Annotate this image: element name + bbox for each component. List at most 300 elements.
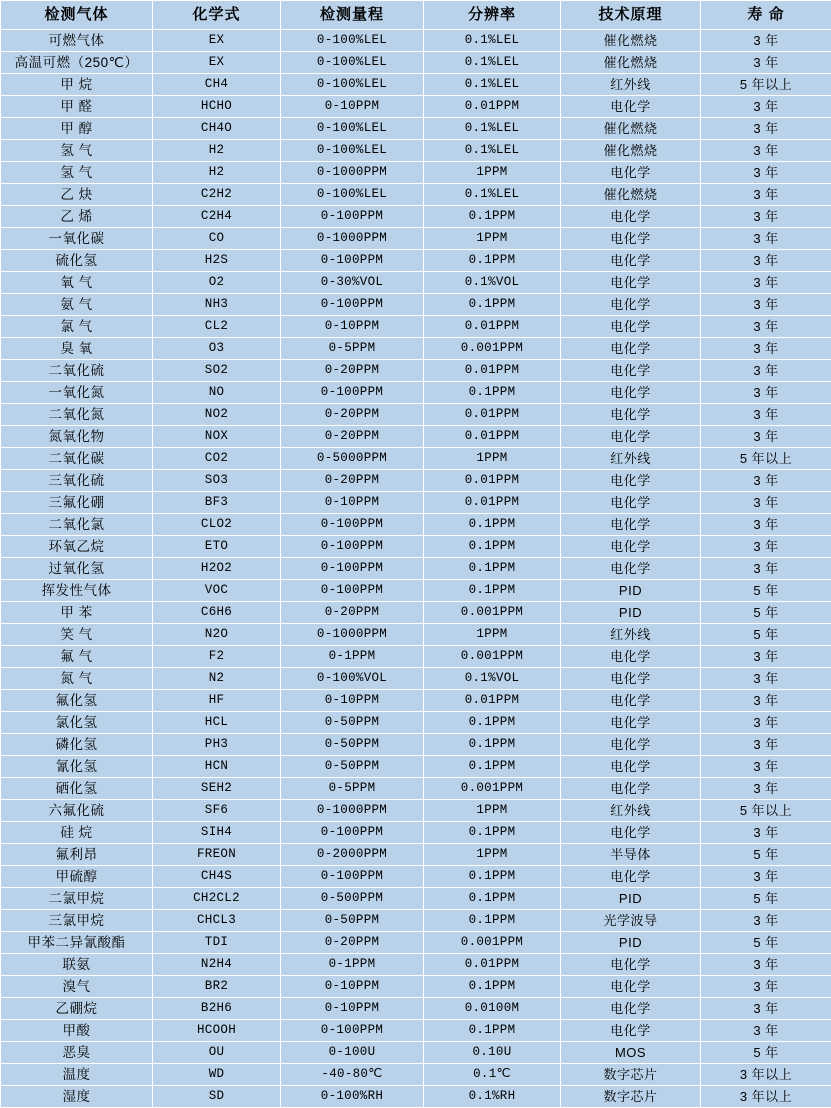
table-row [1,294,831,316]
cell-gas: 氟利昂 [1,844,153,866]
cell-lifetime: 3 年 [701,162,831,184]
column-header-gas: 检测气体 [1,1,153,30]
table-row [1,206,831,228]
cell-formula: C2H2 [153,184,281,206]
cell-gas: 笑 气 [1,624,153,646]
cell-range: 0-100%VOL [281,668,424,690]
cell-gas: 湿度 [1,1086,153,1108]
table-row [1,140,831,162]
cell-gas: 一氧化氮 [1,382,153,404]
table-row [1,800,831,822]
cell-gas: 臭 氧 [1,338,153,360]
cell-range: 0-100PPM [281,580,424,602]
table-row [1,822,831,844]
cell-resolution: 0.1PPM [424,580,561,602]
cell-formula: H2O2 [153,558,281,580]
cell-gas: 二氧化氯 [1,514,153,536]
cell-resolution: 0.1PPM [424,382,561,404]
cell-formula: CH4O [153,118,281,140]
cell-formula: O2 [153,272,281,294]
cell-formula: CL2 [153,316,281,338]
cell-range: 0-1PPM [281,646,424,668]
cell-range: 0-20PPM [281,404,424,426]
cell-range: 0-100%RH [281,1086,424,1108]
cell-lifetime: 3 年 [701,822,831,844]
cell-formula: BF3 [153,492,281,514]
cell-range: 0-100U [281,1042,424,1064]
cell-technology: 数字芯片 [561,1064,701,1086]
cell-range: 0-10PPM [281,96,424,118]
cell-formula: TDI [153,932,281,954]
cell-gas: 甲 醛 [1,96,153,118]
cell-range: 0-50PPM [281,712,424,734]
cell-lifetime: 3 年 [701,360,831,382]
cell-gas: 恶臭 [1,1042,153,1064]
table-row [1,756,831,778]
table-row [1,228,831,250]
cell-formula: CH4S [153,866,281,888]
cell-lifetime: 5 年 [701,580,831,602]
cell-formula: NOX [153,426,281,448]
cell-technology: 催化燃烧 [561,140,701,162]
cell-range: 0-100%LEL [281,52,424,74]
cell-lifetime: 3 年 [701,954,831,976]
cell-resolution: 0.1%VOL [424,668,561,690]
cell-technology: 电化学 [561,822,701,844]
cell-resolution: 1PPM [424,624,561,646]
cell-gas: 氮 气 [1,668,153,690]
cell-lifetime: 5 年 [701,932,831,954]
cell-formula: O3 [153,338,281,360]
cell-range: 0-5PPM [281,338,424,360]
cell-formula: HCOOH [153,1020,281,1042]
cell-lifetime: 3 年 [701,184,831,206]
cell-resolution: 0.1PPM [424,976,561,998]
cell-lifetime: 3 年 [701,778,831,800]
table-row [1,1020,831,1042]
cell-range: 0-100%LEL [281,184,424,206]
cell-gas: 氟化氢 [1,690,153,712]
cell-technology: 电化学 [561,294,701,316]
table-row [1,712,831,734]
cell-formula: HF [153,690,281,712]
cell-technology: MOS [561,1042,701,1064]
cell-resolution: 0.1%LEL [424,140,561,162]
cell-lifetime: 3 年 [701,250,831,272]
cell-formula: SIH4 [153,822,281,844]
cell-resolution: 0.001PPM [424,778,561,800]
cell-lifetime: 3 年 [701,30,831,52]
cell-lifetime: 3 年 [701,668,831,690]
table-row [1,272,831,294]
cell-lifetime: 3 年 [701,294,831,316]
cell-gas: 二氧化碳 [1,448,153,470]
table-row [1,52,831,74]
cell-technology: 电化学 [561,778,701,800]
cell-lifetime: 5 年以上 [701,74,831,96]
cell-range: 0-100PPM [281,382,424,404]
cell-formula: NH3 [153,294,281,316]
cell-range: 0-30%VOL [281,272,424,294]
cell-lifetime: 3 年 [701,206,831,228]
cell-technology: 催化燃烧 [561,118,701,140]
cell-lifetime: 3 年 [701,426,831,448]
cell-lifetime: 3 年 [701,536,831,558]
cell-technology: 催化燃烧 [561,52,701,74]
cell-technology: 电化学 [561,206,701,228]
cell-technology: 电化学 [561,426,701,448]
cell-range: 0-20PPM [281,360,424,382]
cell-lifetime: 5 年 [701,844,831,866]
cell-range: 0-1000PPM [281,800,424,822]
cell-gas: 氯化氢 [1,712,153,734]
cell-range: 0-5PPM [281,778,424,800]
column-header-lifetime: 寿 命 [701,1,831,30]
cell-technology: 催化燃烧 [561,184,701,206]
cell-formula: HCL [153,712,281,734]
cell-range: 0-20PPM [281,470,424,492]
table-row [1,778,831,800]
cell-lifetime: 3 年 [701,910,831,932]
cell-gas: 甲苯二异氰酸酯 [1,932,153,954]
table-row [1,624,831,646]
cell-resolution: 0.01PPM [424,360,561,382]
cell-formula: FREON [153,844,281,866]
cell-range: 0-100PPM [281,822,424,844]
table-row [1,118,831,140]
cell-range: 0-1000PPM [281,162,424,184]
cell-range: 0-100%LEL [281,30,424,52]
cell-range: 0-10PPM [281,998,424,1020]
cell-formula: HCN [153,756,281,778]
table-row [1,30,831,52]
cell-technology: 光学波导 [561,910,701,932]
cell-lifetime: 3 年 [701,404,831,426]
table-row [1,932,831,954]
cell-resolution: 0.01PPM [424,96,561,118]
cell-technology: 电化学 [561,756,701,778]
cell-resolution: 0.1%LEL [424,74,561,96]
cell-range: 0-1000PPM [281,624,424,646]
table-row [1,580,831,602]
cell-lifetime: 3 年 [701,316,831,338]
cell-formula: N2H4 [153,954,281,976]
cell-resolution: 0.01PPM [424,690,561,712]
table-row [1,536,831,558]
cell-formula: C6H6 [153,602,281,624]
cell-resolution: 0.1%VOL [424,272,561,294]
table-row [1,976,831,998]
cell-technology: PID [561,888,701,910]
cell-gas: 三氧化硫 [1,470,153,492]
cell-range: 0-10PPM [281,316,424,338]
cell-gas: 乙 烯 [1,206,153,228]
cell-resolution: 0.001PPM [424,646,561,668]
cell-range: 0-100PPM [281,206,424,228]
cell-gas: 乙硼烷 [1,998,153,1020]
cell-resolution: 0.01PPM [424,426,561,448]
table-row [1,426,831,448]
cell-gas: 氨 气 [1,294,153,316]
cell-formula: EX [153,52,281,74]
cell-resolution: 0.01PPM [424,404,561,426]
cell-lifetime: 3 年 [701,338,831,360]
cell-formula: SF6 [153,800,281,822]
cell-resolution: 0.1PPM [424,756,561,778]
table-header-row [1,1,831,30]
cell-lifetime: 3 年 [701,976,831,998]
table-row [1,404,831,426]
cell-formula: OU [153,1042,281,1064]
cell-technology: 电化学 [561,404,701,426]
cell-lifetime: 5 年 [701,888,831,910]
cell-resolution: 1PPM [424,448,561,470]
cell-gas: 可燃气体 [1,30,153,52]
table-row [1,866,831,888]
cell-resolution: 0.1PPM [424,866,561,888]
table-row [1,162,831,184]
cell-range: 0-100%LEL [281,118,424,140]
cell-formula: CO2 [153,448,281,470]
cell-formula: N2O [153,624,281,646]
cell-range: 0-2000PPM [281,844,424,866]
table-row [1,250,831,272]
cell-range: 0-5000PPM [281,448,424,470]
cell-range: 0-50PPM [281,734,424,756]
cell-formula: CO [153,228,281,250]
cell-technology: 电化学 [561,360,701,382]
cell-lifetime: 3 年 [701,558,831,580]
cell-formula: PH3 [153,734,281,756]
cell-formula: CH4 [153,74,281,96]
cell-formula: F2 [153,646,281,668]
cell-formula: BR2 [153,976,281,998]
cell-technology: 电化学 [561,712,701,734]
cell-formula: SO3 [153,470,281,492]
cell-lifetime: 3 年 [701,690,831,712]
cell-resolution: 0.1PPM [424,910,561,932]
cell-lifetime: 3 年 [701,866,831,888]
table-row [1,690,831,712]
cell-range: 0-100PPM [281,558,424,580]
cell-formula: B2H6 [153,998,281,1020]
cell-technology: 电化学 [561,668,701,690]
cell-range: 0-1PPM [281,954,424,976]
cell-lifetime: 5 年以上 [701,800,831,822]
cell-resolution: 0.1%LEL [424,184,561,206]
cell-formula: EX [153,30,281,52]
table-row [1,734,831,756]
cell-formula: WD [153,1064,281,1086]
cell-lifetime: 3 年 [701,96,831,118]
cell-technology: 电化学 [561,338,701,360]
cell-gas: 挥发性气体 [1,580,153,602]
cell-lifetime: 3 年以上 [701,1086,831,1108]
cell-technology: PID [561,602,701,624]
cell-resolution: 0.1PPM [424,250,561,272]
cell-range: 0-100PPM [281,294,424,316]
cell-resolution: 0.1PPM [424,514,561,536]
cell-lifetime: 3 年 [701,52,831,74]
cell-range: 0-1000PPM [281,228,424,250]
cell-resolution: 1PPM [424,162,561,184]
table-row [1,844,831,866]
cell-range: 0-100PPM [281,866,424,888]
cell-range: 0-20PPM [281,426,424,448]
cell-gas: 乙 炔 [1,184,153,206]
cell-formula: SO2 [153,360,281,382]
cell-lifetime: 5 年 [701,602,831,624]
cell-gas: 高温可燃（250℃） [1,52,153,74]
cell-resolution: 0.10U [424,1042,561,1064]
cell-lifetime: 3 年 [701,712,831,734]
cell-gas: 氢 气 [1,140,153,162]
table-row [1,338,831,360]
cell-lifetime: 3 年 [701,646,831,668]
table-row [1,1086,831,1108]
cell-gas: 氟 气 [1,646,153,668]
table-row [1,668,831,690]
cell-resolution: 0.01PPM [424,492,561,514]
cell-gas: 溴气 [1,976,153,998]
cell-resolution: 0.1PPM [424,734,561,756]
cell-lifetime: 5 年 [701,1042,831,1064]
cell-resolution: 0.1℃ [424,1064,561,1086]
cell-resolution: 0.01PPM [424,470,561,492]
cell-range: 0-100%LEL [281,74,424,96]
cell-lifetime: 3 年以上 [701,1064,831,1086]
cell-technology: 电化学 [561,976,701,998]
cell-resolution: 0.1PPM [424,888,561,910]
cell-gas: 联氨 [1,954,153,976]
cell-range: 0-20PPM [281,932,424,954]
cell-gas: 甲 苯 [1,602,153,624]
cell-resolution: 0.01PPM [424,316,561,338]
table-row [1,96,831,118]
cell-technology: 电化学 [561,646,701,668]
cell-resolution: 0.1PPM [424,294,561,316]
cell-range: 0-100PPM [281,1020,424,1042]
cell-technology: 半导体 [561,844,701,866]
cell-gas: 二氧化氮 [1,404,153,426]
cell-lifetime: 3 年 [701,1020,831,1042]
cell-technology: 电化学 [561,536,701,558]
cell-gas: 硅 烷 [1,822,153,844]
table-row [1,558,831,580]
table-row [1,448,831,470]
cell-gas: 三氯甲烷 [1,910,153,932]
cell-gas: 二氯甲烷 [1,888,153,910]
column-header-resolution: 分辨率 [424,1,561,30]
cell-formula: HCHO [153,96,281,118]
cell-gas: 氧 气 [1,272,153,294]
cell-formula: C2H4 [153,206,281,228]
cell-resolution: 1PPM [424,800,561,822]
cell-lifetime: 3 年 [701,492,831,514]
table-row [1,360,831,382]
cell-resolution: 0.1%RH [424,1086,561,1108]
cell-resolution: 0.001PPM [424,338,561,360]
cell-technology: 电化学 [561,558,701,580]
cell-technology: 电化学 [561,96,701,118]
cell-resolution: 1PPM [424,228,561,250]
cell-lifetime: 3 年 [701,734,831,756]
cell-formula: N2 [153,668,281,690]
column-header-formula: 化学式 [153,1,281,30]
cell-formula: SD [153,1086,281,1108]
cell-resolution: 0.1PPM [424,822,561,844]
cell-technology: 电化学 [561,228,701,250]
cell-gas: 氢 气 [1,162,153,184]
cell-range: 0-50PPM [281,756,424,778]
cell-resolution: 0.1PPM [424,712,561,734]
cell-technology: PID [561,580,701,602]
table-row [1,602,831,624]
cell-resolution: 0.1PPM [424,1020,561,1042]
cell-gas: 三氟化硼 [1,492,153,514]
table-row [1,954,831,976]
cell-technology: 电化学 [561,1020,701,1042]
cell-technology: 电化学 [561,866,701,888]
cell-formula: H2 [153,162,281,184]
cell-technology: 红外线 [561,448,701,470]
table-row [1,74,831,96]
table-row [1,470,831,492]
cell-gas: 硫化氢 [1,250,153,272]
cell-gas: 甲硫醇 [1,866,153,888]
cell-resolution: 0.1%LEL [424,52,561,74]
table-row [1,1042,831,1064]
cell-range: 0-20PPM [281,602,424,624]
cell-lifetime: 3 年 [701,118,831,140]
cell-technology: 电化学 [561,272,701,294]
cell-range: 0-50PPM [281,910,424,932]
cell-gas: 甲 醇 [1,118,153,140]
cell-lifetime: 3 年 [701,228,831,250]
cell-formula: CLO2 [153,514,281,536]
table-row [1,514,831,536]
cell-technology: 电化学 [561,162,701,184]
cell-technology: 电化学 [561,492,701,514]
cell-technology: 数字芯片 [561,1086,701,1108]
cell-formula: H2 [153,140,281,162]
cell-gas: 环氧乙烷 [1,536,153,558]
cell-resolution: 1PPM [424,844,561,866]
cell-formula: NO [153,382,281,404]
cell-technology: 电化学 [561,954,701,976]
cell-resolution: 0.001PPM [424,602,561,624]
cell-formula: CH2CL2 [153,888,281,910]
cell-technology: 催化燃烧 [561,30,701,52]
cell-gas: 磷化氢 [1,734,153,756]
column-header-technology: 技术原理 [561,1,701,30]
cell-range: 0-10PPM [281,690,424,712]
cell-formula: VOC [153,580,281,602]
cell-range: 0-10PPM [281,976,424,998]
cell-resolution: 0.1PPM [424,558,561,580]
cell-gas: 氮氧化物 [1,426,153,448]
cell-technology: 红外线 [561,624,701,646]
table-row [1,316,831,338]
cell-technology: 电化学 [561,734,701,756]
cell-gas: 甲酸 [1,1020,153,1042]
table-row [1,492,831,514]
cell-range: 0-10PPM [281,492,424,514]
cell-resolution: 0.1PPM [424,206,561,228]
cell-gas: 过氧化氢 [1,558,153,580]
cell-range: 0-100PPM [281,514,424,536]
table-row [1,888,831,910]
